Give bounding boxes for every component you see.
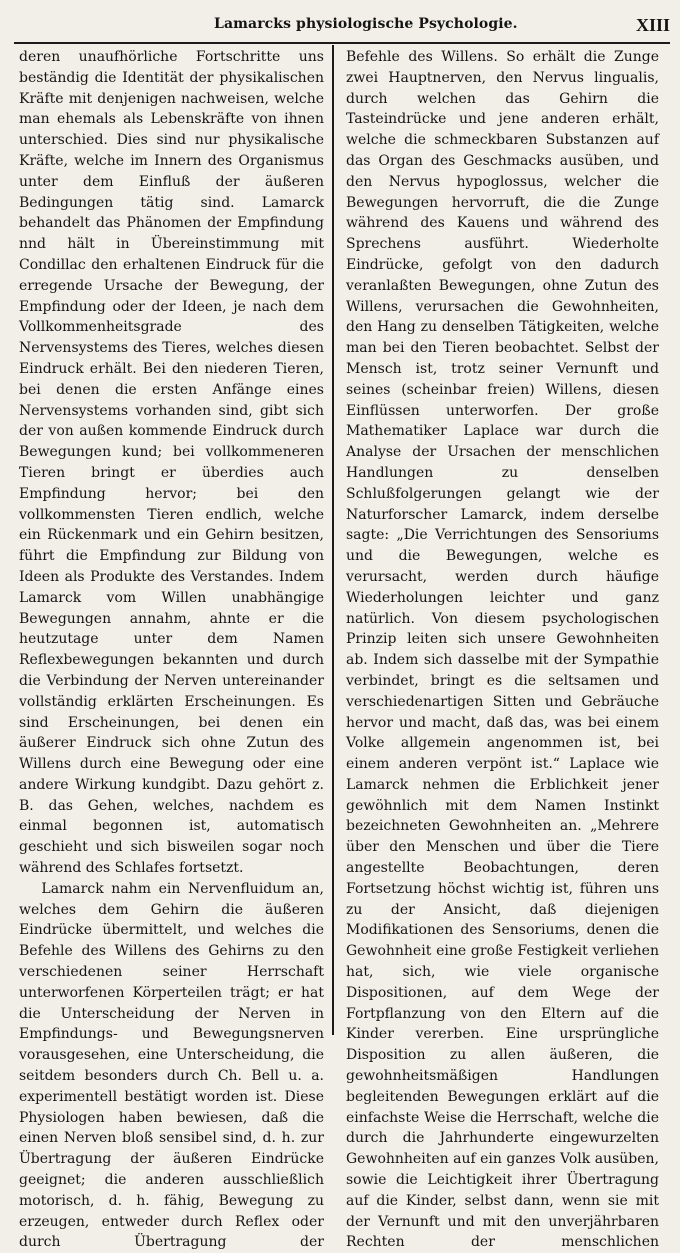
- left-column: [19, 47, 324, 1253]
- column-divider: [332, 45, 334, 1035]
- page-header: [14, 12, 670, 44]
- running-head: Lamarcks physiologische Psychologie.: [214, 16, 518, 32]
- right-paragraph-1: Befehle des Willens. So erhält die Zunge zwei Hauptnerven, den Nervus lingualis, durch welchen das Gehirn die Tasteindrücke und jene anderen erhält, welche die schmeckbaren Substanzen auf das Organ des Geschmacks ausüben, und den Nervus hypoglossus, welcher die Bewegungen hervorruft, die die Zunge während des Kauens und während des Sprechens ausführt. Wiederholte Eindrücke, gefolgt von den dadurch veranlaßten Bewegungen, ohne Zutun des Willens, verursachen die Gewohnheiten, den Hang zu denselben Tätigkeiten, welche man bei den Tieren beobachtet. Selbst der Mensch ist, trotz seiner Vernunft und seines (scheinbar freien) Willens, diesen Einflüssen unterworfen. Der große Mathematiker Laplace war durch die Analyse der Ursachen der menschlichen Handlungen zu denselben Schlußfolgerungen gelangt wie der Naturforscher Lamarck, indem derselbe sagte: „Die Verrichtungen des Sensoriums und die Bewegungen, welche es verursacht, werden durch häufige Wiederholungen leichter und ganz natürlich. Von diesem psychologischen Prinzip leiten sich unsere Gewohnheiten ab. Indem sich dasselbe mit der Sympathie verbindet, bringt es die seltsamen und verschiedenartigen Sitten und Gebräuche hervor und macht, daß das, was bei einem Volke allgemein angenommen ist, bei einem anderen verpönt ist.“ Laplace wie Lamarck nehmen die Erblichkeit jener gewöhnlich mit dem Namen Instinkt bezeichneten Gewohnheiten an. „Mehrere über den Menschen und über die Tiere angestellte Beobachtungen, deren Fortsetzung höchst wichtig ist, führen uns zu der Ansicht, daß diejenigen Modifikationen des Sensoriums, denen die Gewohnheit eine große Festigkeit verliehen hat, sich, wie viele organische Dispositionen, auf dem Wege der Fortpflanzung von den Eltern auf die Kinder vererben. Eine ursprüngliche Disposition zu allen äußeren, die gewohnheitsmäßigen Handlungen begleitenden Bewegungen erklärt auf die einfachste Weise die Herrschaft, welche die durch die Jahrhunderte eingewurzelten Gewohnheiten auf ein ganzes Volk ausüben, sowie die Leichtigkeit ihrer Übertragung auf die Kinder, selbst dann, wenn sie mit der Vernunft und mit den unverjährbaren Rechten der menschlichen: [346, 49, 659, 1251]
- page-number: XIII: [635, 15, 670, 35]
- right-column: [346, 47, 659, 1253]
- left-paragraph-1: deren unaufhörliche Fortschritte uns beständig die Identität der physikalischen Kräfte mit denjenigen nachweisen, welche man ehemals als Lebenskräfte von ihnen unterschied. Dies sind nur physikalische Kräfte, welche im Innern des Organismus unter dem Einfluß der äußeren Bedingungen tätig sind. Lamarck behandelt das Phänomen der Empfindung nnd hält in Übereinstimmung mit Condillac den erhaltenen Eindruck für die erregende Ursache der Bewegung, der Empfindung oder der Ideen, je nach dem Vollkommenheitsgrade des Nervensystems des Tieres, welches diesen Eindruck erhält. Bei den niederen Tieren, bei denen die ersten Anfänge eines Nervensystems vorhanden sind, gibt sich der von außen kommende Eindruck durch Bewegungen kund; bei vollkommeneren Tieren bringt er überdies auch Empfindung hervor; bei den vollkommensten Tieren endlich, welche ein Rückenmark und ein Gehirn besitzen, führt die Empfindung zur Bildung von Ideen als Produkte des Verstandes. Indem Lamarck vom Willen unabhängige Bewegungen annahm, ahnte er die heutzutage unter dem Namen Reflexbewegungen bekannten und durch die Verbindung der Nerven untereinander vollständig erklärten Erscheinungen. Es sind Erscheinungen, bei denen ein äußerer Eindruck sich ohne Zutun des Willens durch eine Bewegung oder eine andere Wirkung kundgibt. Dazu gehört z. B. das Gehen, welches, nachdem es einmal begonnen ist, automatisch geschieht und sich bisweilen sogar noch während des Schlafes fortsetzt.: [19, 49, 324, 877]
- left-paragraph-2: Lamarck nahm ein Nervenfluidum an, welches dem Gehirn die äußeren Eindrücke übermittelt, und welches die Befehle des Willens des Gehirns zu den verschiedenen seiner Herrschaft unterworfenen Körperteilen trägt; er hat die Unterscheidung der Nerven in Empfindungs- und Bewegungsnerven vorausgesehen, eine Unterscheidung, die seitdem besonders durch Ch. Bell u. a. experimentell bestätigt worden ist. Diese Physiologen haben bewiesen, daß die einen Nerven bloß sensibel sind, d. h. zur Übertragung der äußeren Eindrücke geeignet; die anderen ausschließlich motorisch, d. h. fähig, Bewegung zu erzeugen, entweder durch Reflex oder durch Übertragung der: [19, 880, 324, 1251]
